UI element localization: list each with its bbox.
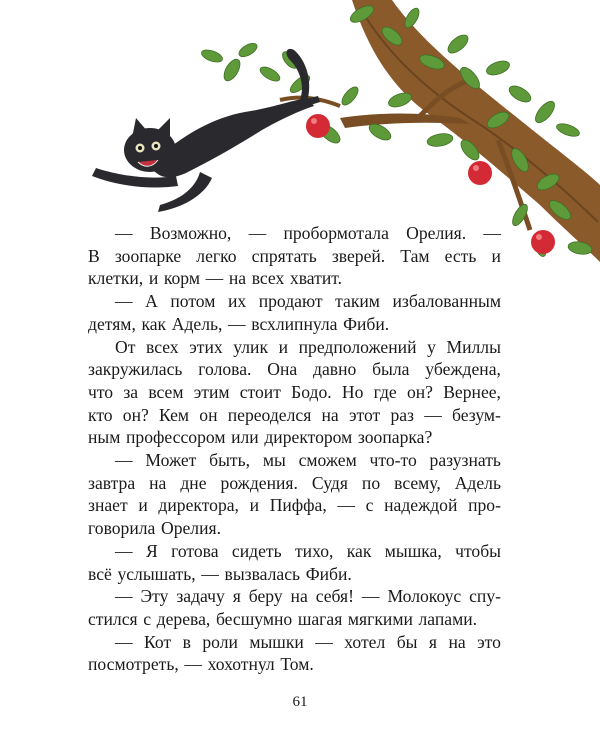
text-line: — Возможно, — пробормотала Орелия. — — [115, 223, 501, 243]
text-line: что за всем этим стоит Бодо. Но где он? Вернее, — [88, 381, 501, 402]
text-line: говорила Орелия. — [88, 518, 221, 539]
text-line: посмотреть, — хохотнул Том. — [88, 654, 314, 675]
text-line: В зоопарке легко спрятать зверей. Там есть и — [88, 245, 501, 266]
text-line: ным профессором или директором зоопарка? — [88, 427, 433, 448]
cat-illustration — [92, 49, 320, 212]
text-line: завтра на дне рождения. Судя по всему, Адель — [88, 472, 501, 493]
text-line: — Эту задачу я беру на себя! — Молокоус спу- — [115, 586, 501, 607]
text-line: — Может быть, мы сможем что-то разузнать — [115, 450, 501, 471]
text-line: клетки, и корм — на всех хватит. — [88, 268, 343, 289]
text-line: — Кот в роли мышки — хотел бы я на это — [115, 631, 501, 652]
text-line: стился с дерева, бесшумно шагая мягкими лапами. — [88, 608, 478, 629]
text-line: От всех этих улик и предположений у Миллы — [115, 336, 501, 357]
page-number: 61 — [292, 694, 308, 710]
text-line: — Я готова сидеть тихо, как мышка, чтобы — [115, 540, 501, 561]
text-line: знает и директора, и Пиффа, — с надеждой про- — [88, 495, 501, 516]
text-line: — А потом их продают таким избалованным — [115, 291, 501, 312]
text-line: кто он? Кем он переоделся на этот раз — безум- — [88, 404, 501, 425]
text-line: закружилась голова. Она давно была убеждена, — [88, 359, 501, 380]
page-text — [88, 222, 501, 676]
text-line: детям, как Адель, — всхлипнула Фиби. — [88, 313, 390, 334]
text-line: всё услышать, — вызвалась Фиби. — [88, 563, 352, 584]
